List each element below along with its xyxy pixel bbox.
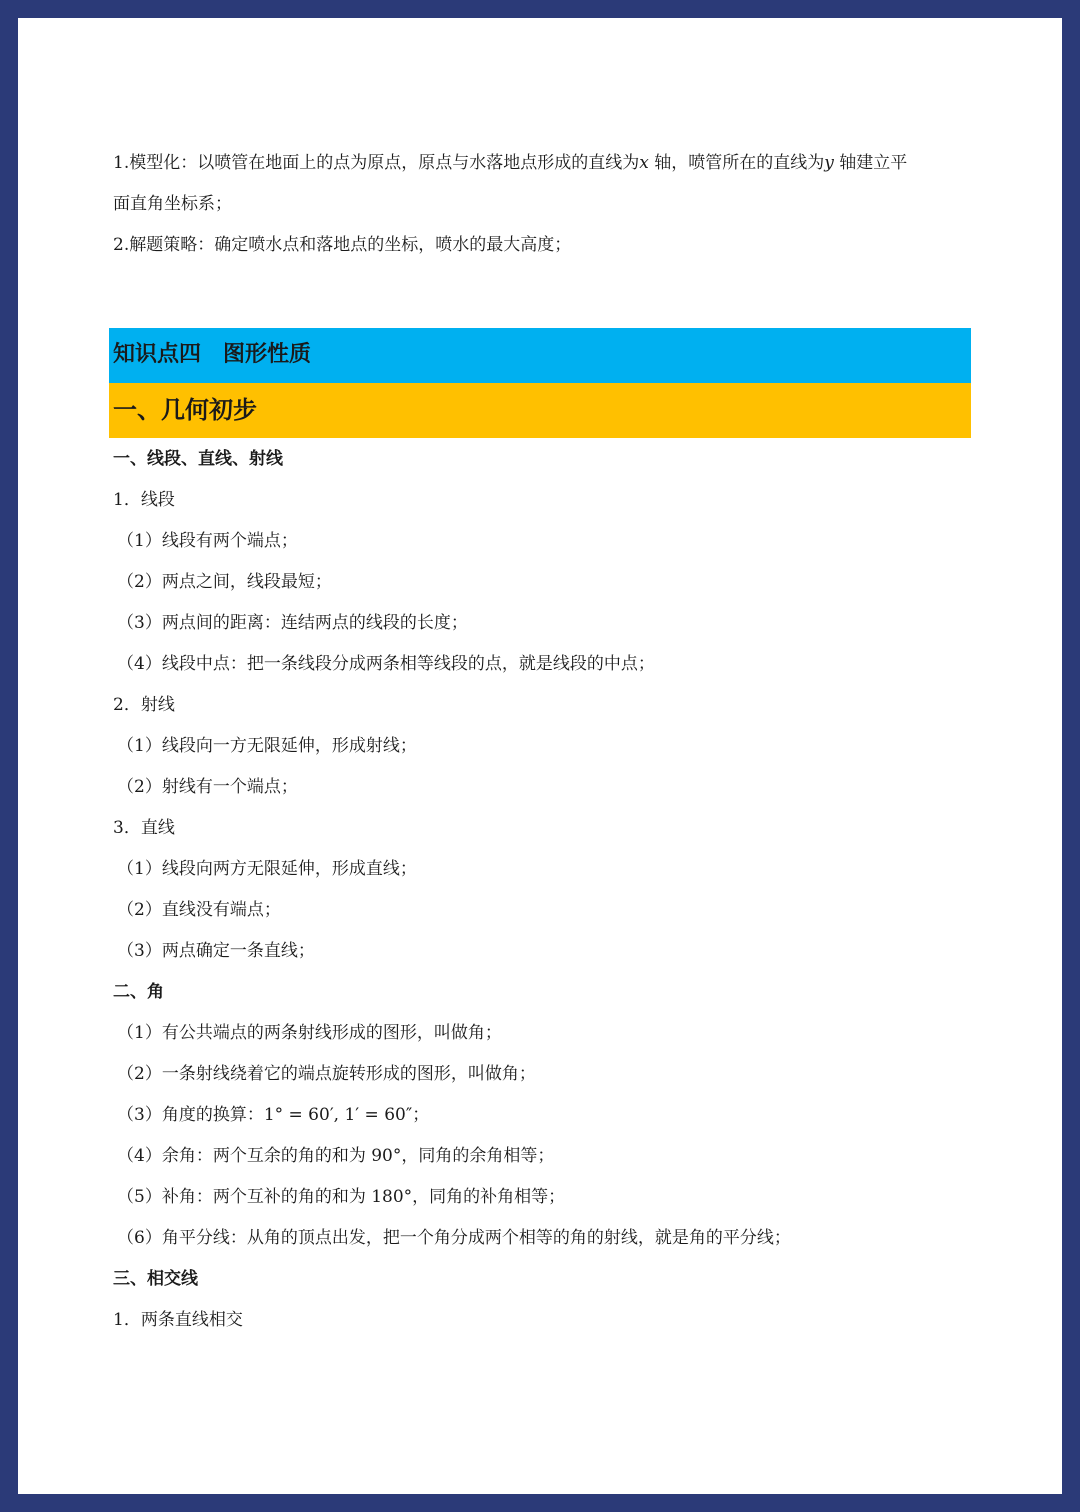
knowledge-point-title: 知识点四 图形性质 (113, 342, 312, 367)
list-item: （1）线段有两个端点； (117, 531, 298, 551)
intro-text-part: 轴建立平 (833, 153, 908, 173)
intro-text-part: 1.模型化：以喷管在地面上的点为原点，原点与水落地点形成的直线为 (113, 153, 640, 173)
section-title: 一、几何初步 (113, 396, 257, 424)
topic-heading: 3．直线 (113, 818, 175, 838)
list-item: （2）两点之间，线段最短； (117, 572, 332, 592)
subsection-heading: 三、相交线 (113, 1269, 198, 1289)
list-item: （1）线段向两方无限延伸，形成直线； (117, 859, 417, 879)
list-item: （2）一条射线绕着它的端点旋转形成的图形，叫做角； (117, 1064, 536, 1084)
intro-paragraph-2: 2.解题策略：确定喷水点和落地点的坐标，喷水的最大高度； (113, 235, 572, 255)
list-item: （3）两点确定一条直线； (117, 941, 315, 961)
list-item: （1）有公共端点的两条射线形成的图形，叫做角； (117, 1023, 502, 1043)
topic-heading: 1．线段 (113, 490, 175, 510)
list-item: （5）补角：两个互补的角的和为 180°，同角的补角相等； (117, 1187, 566, 1207)
intro-paragraph-1 (113, 151, 907, 175)
intro-paragraph-1-continued: 面直角坐标系； (113, 194, 232, 214)
subsection-heading: 二、角 (113, 982, 164, 1002)
list-item: （6）角平分线：从角的顶点出发，把一个角分成两个相等的角的射线，就是角的平分线； (117, 1228, 791, 1248)
list-item: （4）余角：两个互余的角的和为 90°，同角的余角相等； (117, 1146, 555, 1166)
knowledge-point-banner (109, 328, 971, 383)
document-content (18, 18, 1062, 1494)
list-item: （2）射线有一个端点； (117, 777, 298, 797)
topic-heading: 2．射线 (113, 695, 175, 715)
list-item: （1）线段向一方无限延伸，形成射线； (117, 736, 417, 756)
document-page (18, 18, 1062, 1494)
subsection-heading: 一、线段、直线、射线 (113, 449, 283, 469)
topic-heading: 1．两条直线相交 (113, 1310, 243, 1330)
variable-y: y (824, 153, 834, 173)
section-banner (109, 383, 971, 438)
list-item: （4）线段中点：把一条线段分成两条相等线段的点，就是线段的中点； (117, 654, 655, 674)
list-item: （2）直线没有端点； (117, 900, 281, 920)
variable-x: x (639, 153, 649, 173)
list-item: （3）两点间的距离：连结两点的线段的长度； (117, 613, 468, 633)
intro-text-part: 轴，喷管所在的直线为 (648, 153, 825, 173)
list-item: （3）角度的换算：1° = 60′, 1′ = 60″； (117, 1105, 430, 1125)
